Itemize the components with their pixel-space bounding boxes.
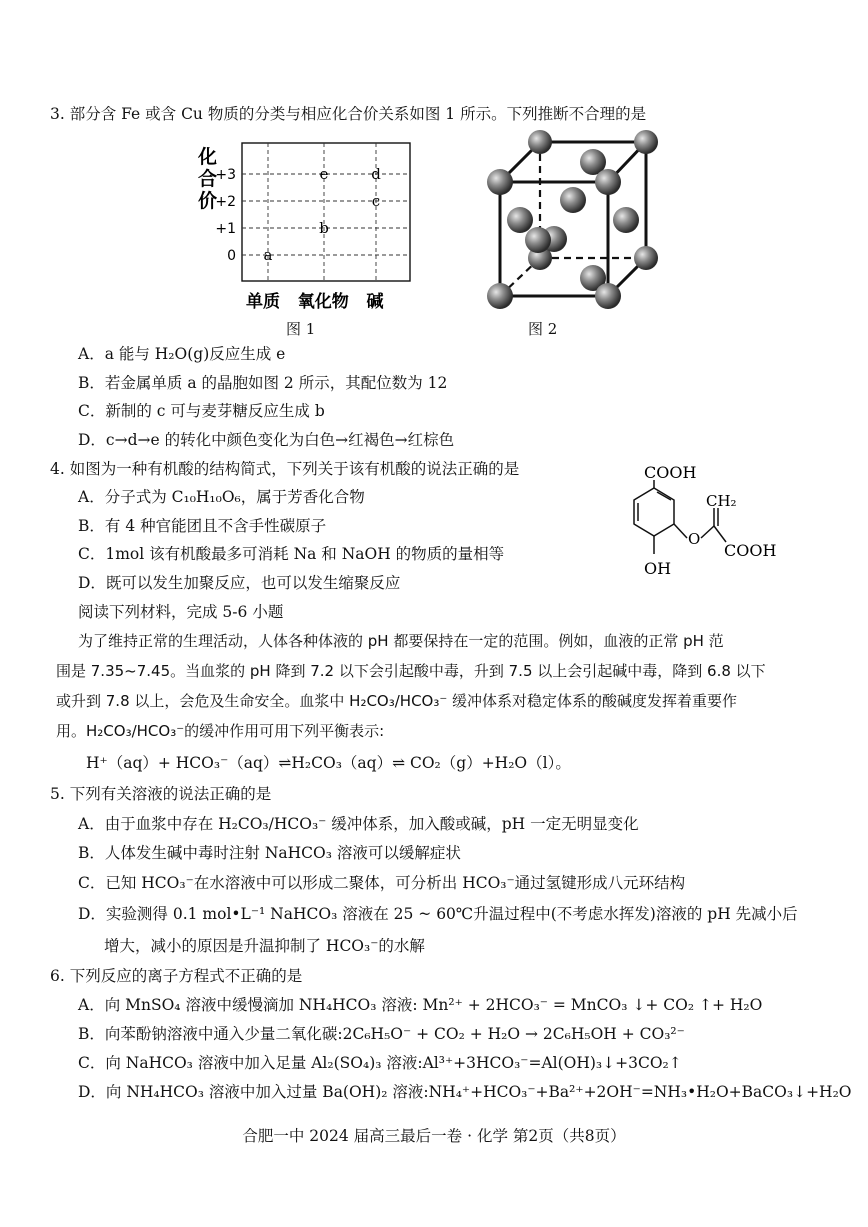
reading-line-4: 用。H₂CO₃/HCO₃⁻的缓冲作用可用下列平衡表示: [56, 722, 385, 740]
q3-stem: 3. 部分含 Fe 或含 Cu 物质的分类与相应化合价关系如图 1 所示。下列推断不合理的是 [50, 105, 647, 123]
figure-1-valence-chart [186, 135, 426, 315]
q5-option-d-cont: 增大，减小的原因是升温抑制了 HCO₃⁻的水解 [104, 937, 425, 955]
q4-structure-cooh-right: COOH [724, 541, 777, 560]
q6-stem: 6. 下列反应的离子方程式不正确的是 [50, 967, 303, 985]
figure-1-ytick: +2 [215, 194, 236, 210]
page-footer: 合肥一中 2024 届高三最后一卷 · 化学 第2页（共8页） [242, 1127, 626, 1145]
q6-option-c: C．向 NaHCO₃ 溶液中加入足量 Al₂(SO₄)₃ 溶液:Al³⁺+3HCO₃⁻=Al(OH)₃↓+3CO₂↑ [78, 1054, 682, 1072]
q3-option-a: A．a 能与 H₂O(g)反应生成 e [78, 345, 286, 363]
reading-line-2: 围是 7.35~7.45。当血浆的 pH 降到 7.2 以下会引起酸中毒，升到 7.5 以上会引起碱中毒，降到 6.8 以下 [56, 662, 766, 680]
figure-1-ytick: +1 [215, 221, 236, 237]
q4-structure-oh: OH [644, 559, 672, 578]
q5-option-a: A．由于血浆中存在 H₂CO₃/HCO₃⁻ 缓冲体系，加入酸或碱，pH 一定无明显变化 [78, 815, 639, 833]
figure-1-xlabel: 单质 氧化物 碱 [246, 292, 384, 312]
q5-stem: 5. 下列有关溶液的说法正确的是 [50, 785, 272, 803]
figure-1-point-d: d [371, 165, 381, 183]
figure-2-caption: 图 2 [528, 320, 558, 338]
q4-option-a: A．分子式为 C₁₀H₁₀O₆，属于芳香化合物 [78, 488, 365, 506]
q4-structure-cooh-top: COOH [644, 463, 697, 482]
figure-1-point-e: e [319, 165, 329, 183]
q6-option-d: D．向 NH₄HCO₃ 溶液中加入过量 Ba(OH)₂ 溶液:NH₄⁺+HCO₃⁻+Ba²⁺+2OH⁻=NH₃•H₂O+BaCO₃↓+H₂O [78, 1083, 852, 1101]
q5-option-d: D．实验测得 0.1 mol•L⁻¹ NaHCO₃ 溶液在 25 ~ 60℃升温过程中(不考虑水挥发)溶液的 pH 先减小后 [78, 905, 798, 923]
reading-intro: 阅读下列材料，完成 5-6 小题 [78, 603, 284, 621]
figure-1-point-b: b [319, 219, 329, 237]
q4-option-b: B．有 4 种官能团且不含手性碳原子 [78, 517, 327, 535]
figure-1-ytick: 0 [227, 248, 236, 264]
reading-line-3: 或升到 7.8 以上，会危及生命安全。血浆中 H₂CO₃/HCO₃⁻ 缓冲体系对稳定体系的酸碱度发挥着重要作 [56, 692, 738, 710]
q3-option-d: D．c→d→e 的转化中颜色变化为白色→红褐色→红棕色 [78, 431, 455, 449]
reading-line-1: 为了维持正常的生理活动，人体各种体液的 pH 都要保持在一定的范围。例如，血液的正常 pH 范 [78, 632, 724, 650]
q6-option-b: B．向苯酚钠溶液中通入少量二氧化碳:2C₆H₅O⁻ + CO₂ + H₂O → 2C₆H₅OH + CO₃²⁻ [78, 1025, 685, 1043]
figure-1-ylabel: 化合价 [198, 146, 218, 212]
q3-option-b: B．若金属单质 a 的晶胞如图 2 所示，其配位数为 12 [78, 374, 448, 392]
figure-1-point-a: a [263, 246, 273, 264]
figure-1-ytick: +3 [215, 167, 236, 183]
figure-1-caption: 图 1 [286, 320, 316, 338]
figure-1-point-c: c [371, 192, 381, 210]
q5-option-c: C．已知 HCO₃⁻在水溶液中可以形成二聚体，可分析出 HCO₃⁻通过氢键形成八元环结构 [78, 874, 686, 892]
q4-option-c: C．1mol 该有机酸最多可消耗 Na 和 NaOH 的物质的量相等 [78, 545, 505, 563]
q6-option-a: A．向 MnSO₄ 溶液中缓慢滴加 NH₄HCO₃ 溶液: Mn²⁺ + 2HCO₃⁻ = MnCO₃ ↓+ CO₂ ↑+ H₂O [78, 996, 763, 1014]
q4-structure-ch2: CH₂ [706, 492, 737, 510]
q4-stem: 4. 如图为一种有机酸的结构简式，下列关于该有机酸的说法正确的是 [50, 460, 520, 478]
q4-structure-formula [622, 462, 792, 587]
reading-equation: H⁺（aq）+ HCO₃⁻（aq）⇌H₂CO₃（aq）⇌ CO₂（g）+H₂O（l）。 [86, 754, 571, 772]
q5-option-b: B．人体发生碱中毒时注射 NaHCO₃ 溶液可以缓解症状 [78, 844, 461, 862]
q4-option-d: D．既可以发生加聚反应，也可以发生缩聚反应 [78, 574, 401, 592]
figure-2-unit-cell [478, 126, 658, 322]
q4-structure-ether-o: O [688, 530, 701, 548]
q3-option-c: C．新制的 c 可与麦芽糖反应生成 b [78, 402, 325, 420]
